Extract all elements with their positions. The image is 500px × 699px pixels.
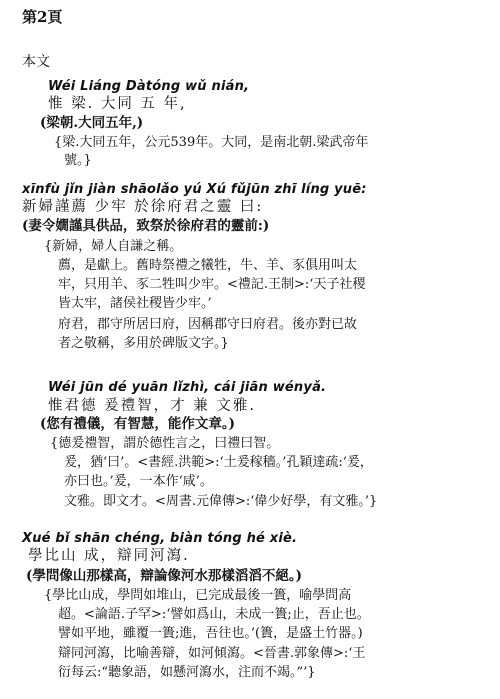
original-text: 惟 梁. 大同 五 年,: [48, 96, 187, 112]
note-line: 爰，猶‘曰’。<書經.洪範>:‘土爰稼穡。’孔穎達疏:‘爰，: [64, 455, 373, 470]
pinyin-line: Wéi Liáng Dàtóng wǔ nián,: [48, 79, 250, 94]
pinyin-line: Xué bǐ shān chéng, biàn tóng hé xiè.: [22, 531, 298, 546]
pinyin-line: xīnfù jǐn jiàn shāolǎo yú Xú fǔjūn zhī líng yuē:: [22, 182, 367, 197]
note-line: {學比山成，學問如堆山，已完成最後一簣，喻學問高: [44, 588, 352, 603]
note-line: 衍每云:“聽象語，如懸河瀉水，注而不竭。”’}: [58, 665, 316, 680]
translation: (梁朝.大同五年,): [40, 115, 144, 131]
section-title: 本文: [22, 54, 50, 70]
note-line: 亦曰也。’爰，一本作‘咸’。: [64, 474, 213, 489]
note-line: 譬如平地，雖覆一簣;進，吾往也。’(簣，是盛土竹器。): [58, 626, 363, 641]
note-line: 薦，是獻上。舊時祭禮之犧牲，牛、羊、豕俱用叫太: [58, 258, 358, 273]
note-line: 辯同河瀉，比喻善辯，如河傾瀉。<晉書.郭象傳>:‘王: [58, 646, 366, 661]
original-text: 新婦謹薦 少牢 於徐府君之靈 曰:: [22, 199, 264, 215]
pinyin-line: Wéi jūn dé yuān lǐzhì, cái jiān wényǎ.: [48, 380, 327, 395]
page-header: 第2頁: [22, 8, 63, 26]
note-line: {新婦，婦人自謙之稱。: [44, 239, 183, 254]
note-line: 皆太牢，諸侯社稷皆少牢。’: [58, 296, 212, 311]
original-text: 惟君德 爰禮智，才 兼 文雅.: [48, 398, 256, 414]
note-line: 號。}: [64, 153, 92, 168]
note-line: 文雅。即文才。<周書.元偉傳>:‘偉少好學，有文雅。’}: [64, 494, 378, 509]
note-line: 超。<論語.子罕>:‘譬如爲山，未成一簣;止，吾止也。: [58, 607, 370, 622]
original-text: 學比山 成，辯同河瀉.: [28, 548, 190, 564]
note-line: 府君，郡守所居曰府，因稱郡守曰府君。後亦對已故: [58, 317, 358, 332]
note-line: 牢，只用羊、豕二牲叫少牢。<禮記.王制>:‘天子社稷: [58, 277, 366, 292]
translation: (您有禮儀，有智慧，能作文章。): [40, 416, 236, 432]
translation: (妻令嫺謹具供品，致祭於徐府君的靈前:): [22, 218, 270, 234]
note-line: 者之敬稱，多用於碑版文字。}: [58, 336, 229, 351]
note-line: {梁.大同五年，公元539年。大同，是南北朝.梁武帝年: [54, 135, 369, 150]
translation: (學問像山那樣高，辯論像河水那樣滔滔不絕。): [26, 568, 303, 584]
note-line: {德爰禮智，謂於德性言之，曰禮曰智。: [50, 436, 280, 451]
